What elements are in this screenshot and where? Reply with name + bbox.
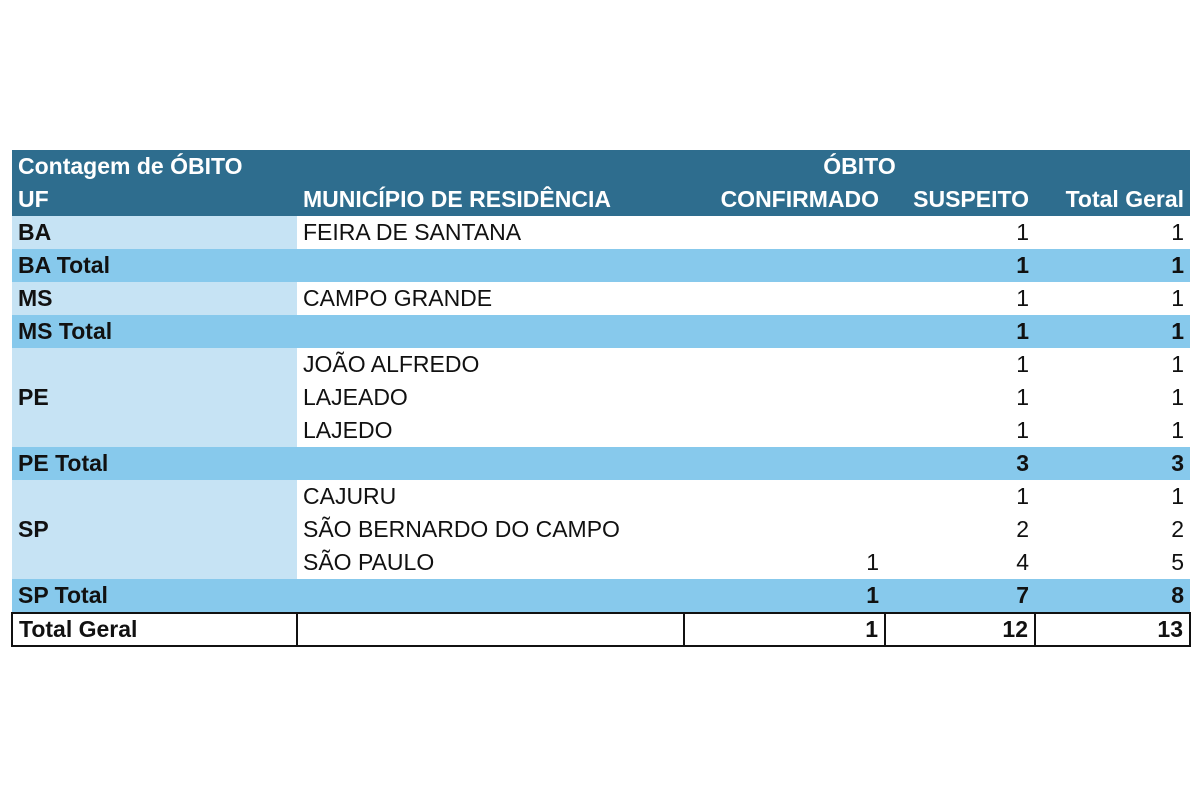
header-empty xyxy=(297,150,684,183)
subtotal-total: 1 xyxy=(1035,315,1190,348)
confirmado-cell xyxy=(684,381,885,414)
subtotal-suspeito: 1 xyxy=(885,315,1035,348)
subtotal-total: 3 xyxy=(1035,447,1190,480)
confirmado-cell: 1 xyxy=(684,546,885,579)
header-uf: UF xyxy=(12,183,297,216)
municipio-cell: FEIRA DE SANTANA xyxy=(297,216,684,249)
subtotal-suspeito: 7 xyxy=(885,579,1035,613)
suspeito-cell: 1 xyxy=(885,381,1035,414)
grand-total-confirmado: 1 xyxy=(684,613,885,646)
confirmado-cell xyxy=(684,216,885,249)
subtotal-confirmado xyxy=(684,447,885,480)
table-row xyxy=(12,216,1190,249)
uf-cell: PE xyxy=(12,348,297,447)
subtotal-label: SP Total xyxy=(12,579,297,613)
subtotal-total: 1 xyxy=(1035,249,1190,282)
header-row-2 xyxy=(12,183,1190,216)
subtotal-total: 8 xyxy=(1035,579,1190,613)
subtotal-row xyxy=(12,579,1190,613)
suspeito-cell: 1 xyxy=(885,480,1035,513)
total-cell: 1 xyxy=(1035,282,1190,315)
confirmado-cell xyxy=(684,513,885,546)
table-row xyxy=(12,282,1190,315)
grand-total-suspeito: 12 xyxy=(885,613,1035,646)
subtotal-row xyxy=(12,315,1190,348)
header-group-label: ÓBITO xyxy=(684,150,1035,183)
grand-total-row xyxy=(12,613,1190,646)
total-cell: 1 xyxy=(1035,348,1190,381)
suspeito-cell: 1 xyxy=(885,216,1035,249)
pivot-table xyxy=(11,150,1191,647)
subtotal-label: MS Total xyxy=(12,315,297,348)
header-confirmado: CONFIRMADO xyxy=(684,183,885,216)
table-row xyxy=(12,348,1190,381)
suspeito-cell: 1 xyxy=(885,348,1035,381)
municipio-cell: SÃO PAULO xyxy=(297,546,684,579)
uf-cell: BA xyxy=(12,216,297,249)
subtotal-suspeito: 3 xyxy=(885,447,1035,480)
header-total: Total Geral xyxy=(1035,183,1190,216)
subtotal-row xyxy=(12,447,1190,480)
subtotal-label: BA Total xyxy=(12,249,297,282)
subtotal-suspeito: 1 xyxy=(885,249,1035,282)
header-empty xyxy=(1035,150,1190,183)
subtotal-row xyxy=(12,249,1190,282)
subtotal-empty xyxy=(297,447,684,480)
confirmado-cell xyxy=(684,480,885,513)
municipio-cell: LAJEADO xyxy=(297,381,684,414)
header-suspeito: SUSPEITO xyxy=(885,183,1035,216)
header-count-label: Contagem de ÓBITO xyxy=(12,150,297,183)
municipio-cell: LAJEDO xyxy=(297,414,684,447)
grand-total-empty xyxy=(297,613,684,646)
total-cell: 1 xyxy=(1035,414,1190,447)
subtotal-empty xyxy=(297,315,684,348)
suspeito-cell: 1 xyxy=(885,282,1035,315)
header-row-1 xyxy=(12,150,1190,183)
uf-cell: SP xyxy=(12,480,297,579)
confirmado-cell xyxy=(684,348,885,381)
suspeito-cell: 1 xyxy=(885,414,1035,447)
subtotal-empty xyxy=(297,249,684,282)
grand-total-total: 13 xyxy=(1035,613,1190,646)
confirmado-cell xyxy=(684,282,885,315)
subtotal-confirmado xyxy=(684,249,885,282)
total-cell: 1 xyxy=(1035,480,1190,513)
total-cell: 5 xyxy=(1035,546,1190,579)
total-cell: 1 xyxy=(1035,216,1190,249)
uf-cell: MS xyxy=(12,282,297,315)
municipio-cell: SÃO BERNARDO DO CAMPO xyxy=(297,513,684,546)
header-municipio: MUNICÍPIO DE RESIDÊNCIA xyxy=(297,183,684,216)
table-row xyxy=(12,480,1190,513)
confirmado-cell xyxy=(684,414,885,447)
subtotal-confirmado xyxy=(684,315,885,348)
subtotal-empty xyxy=(297,579,684,613)
suspeito-cell: 4 xyxy=(885,546,1035,579)
total-cell: 1 xyxy=(1035,381,1190,414)
municipio-cell: JOÃO ALFREDO xyxy=(297,348,684,381)
total-cell: 2 xyxy=(1035,513,1190,546)
subtotal-confirmado: 1 xyxy=(684,579,885,613)
grand-total-label: Total Geral xyxy=(12,613,297,646)
subtotal-label: PE Total xyxy=(12,447,297,480)
municipio-cell: CAJURU xyxy=(297,480,684,513)
municipio-cell: CAMPO GRANDE xyxy=(297,282,684,315)
pivot-table-container xyxy=(11,150,1189,647)
suspeito-cell: 2 xyxy=(885,513,1035,546)
